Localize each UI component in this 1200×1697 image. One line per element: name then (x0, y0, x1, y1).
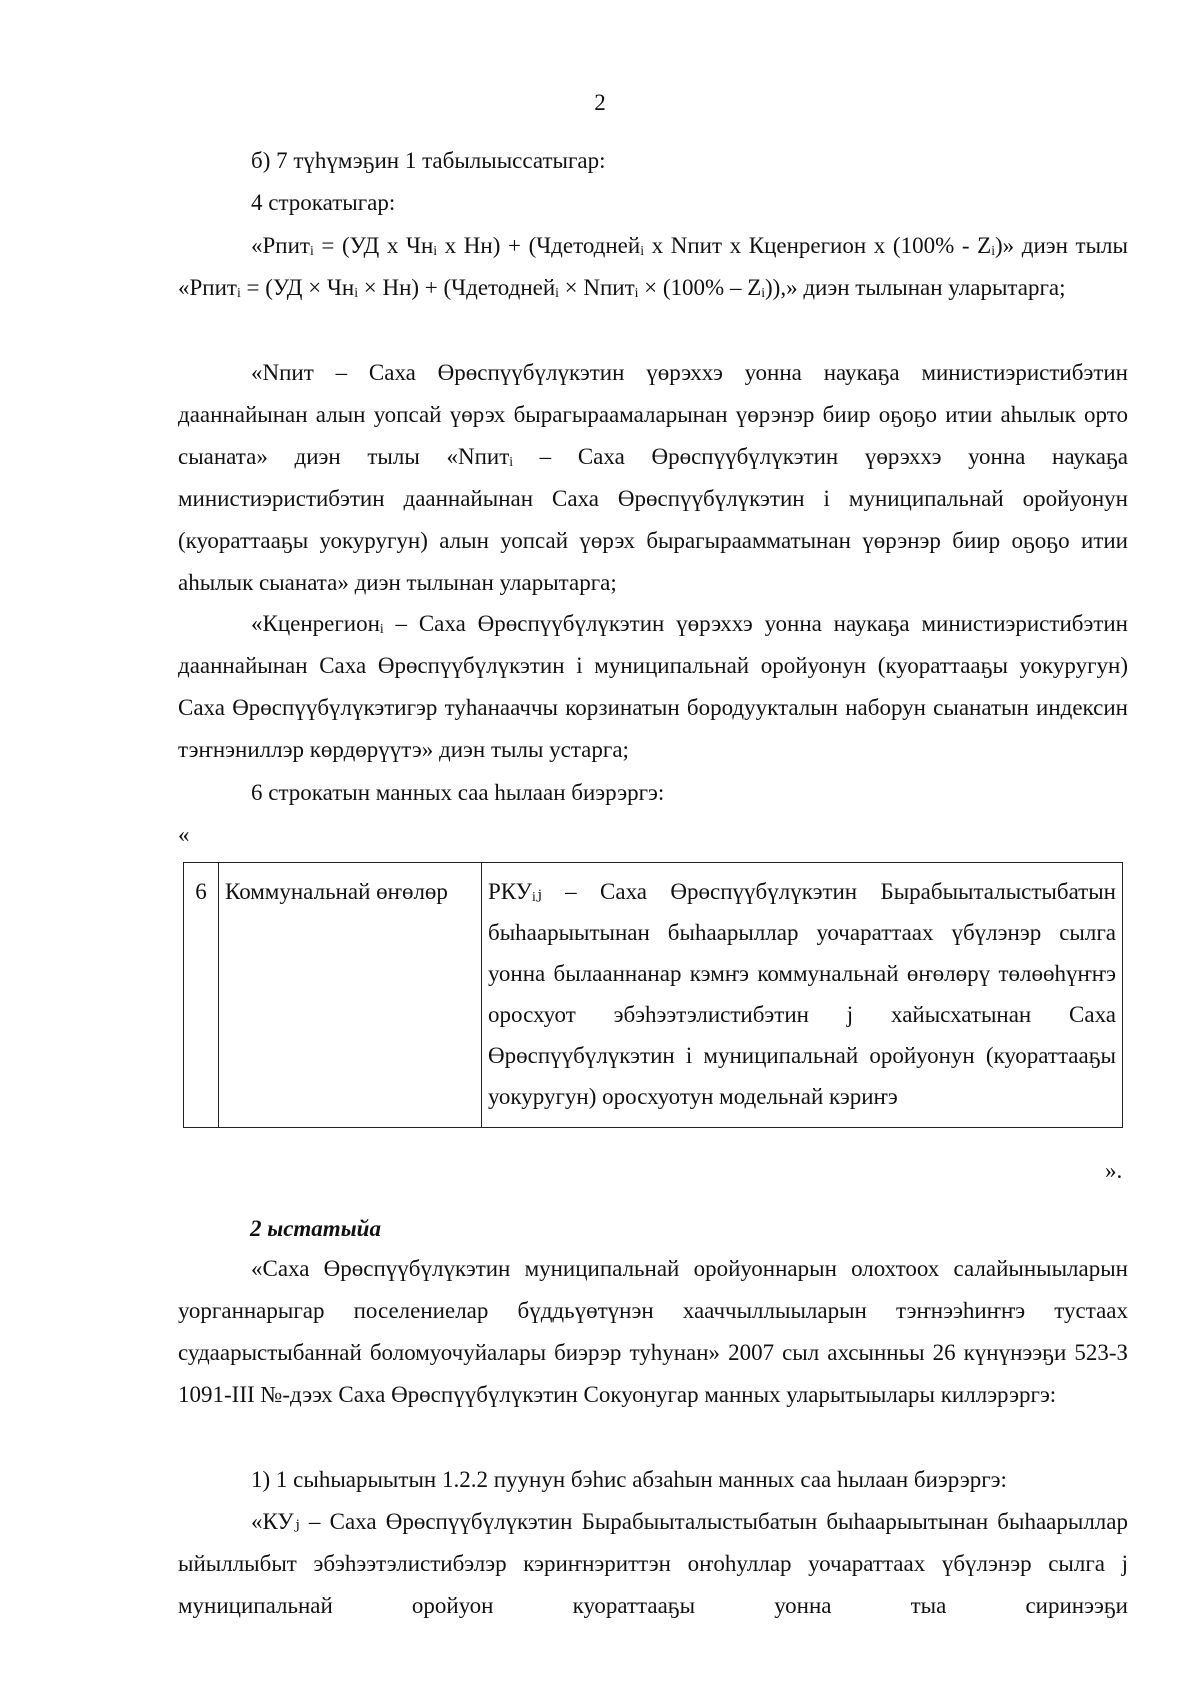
paragraph-formula: «Рпитᵢ = (УД х Чнᵢ х Нн) + (Чдетоднейᵢ х Nпит х Кценрегион х (100% - Zᵢ)» диэн тылы «Рпитᵢ = (УД × Чнᵢ × Нн) + (Чдетоднейᵢ × Nпитᵢ × (100% – Zᵢ)),» диэн тылынан уларытарга; (178, 233, 1128, 300)
quote-open: « (178, 822, 190, 847)
paragraph-npit: «Nпит – Саха Өрөспүүбүлүкэтин үөрэххэ уонна наукаҕа министиэристибэтин дааннайынан алын уопсай үөрэх бырагыраамаларынан үөрэнэр биир оҕоҕо итии аһылык орто сыаната» диэн тылы «Nпитᵢ – Саха Өрөспүүбүлүкэтин үөрэххэ уонна наукаҕа министиэристибэтин дааннайынан Саха Өрөспүүбүлүкэтин i муниципальнай оройуонун (куораттааҕы уокуругун) алын уопсай үөрэх бырагыраамматынан үөрэнэр биир оҕоҕо итии аһылык сыаната» диэн тылынан уларытарга; (178, 360, 1128, 595)
paragraph-item1: 1) 1 сыһыарыытын 1.2.2 пуунун бэһис абзаһын манных саа һылаан биэрэргэ: (251, 1467, 1007, 1492)
paragraph-law: «Саха Өрөспүүбүлүкэтин муниципальнай оройуоннарын олохтоох салайыныыларын уорганнарыгар поселениелар бүддьүөтүнэн хааччыллыыларын тэҥнээһиҥҥэ тустаах судаарыстыбаннай боломуочуйалары биэрэр туһунан» 2007 сыл ахсынньы 26 күнүнээҕи 523-З 1091-III №-дээх Саха Өрөспүүбүлүкэтин Сокуонугар манных уларытыылары киллэрэргэ: (178, 1256, 1128, 1407)
paragraph-ku: «КУⱼ – Саха Өрөспүүбүлүкэтин Бырабыыталыстыбатын быһаарыытынан быһаарыллар ыйыллыбыт эбэһээтэлистибэлэр кэриҥнэриттэн оҥоһуллар уочараттаах үбүлэнэр сылга j муниципальнай оройуон куораттааҕы уонна тыа сиринээҕи (178, 1509, 1128, 1618)
amendment-table (183, 862, 1123, 1128)
paragraph-b: б) 7 түһүмэҕин 1 табылыыссатыгар: (251, 148, 606, 173)
row-name: Коммунальнай өҥөлөр (219, 863, 482, 1128)
page-number: 2 (594, 90, 606, 115)
paragraph-row6: 6 строкатын манных саа һылаан биэрэргэ: (251, 780, 665, 805)
row-number: 6 (184, 863, 219, 1128)
table-row (184, 863, 1123, 1128)
row-description: РКУᵢⱼ – Саха Өрөспүүбүлүкэтин Бырабыыталыстыбатын быһаарыытынан быһаарыллар уочараттаах үбүлэнэр сылга уонна былааннанар кэмҥэ коммунальнай өҥөлөрү төлөөһүҥҥэ оросхуот эбэһээтэлистибэтин j хайысхатынан Саха Өрөспүүбүлүкэтин i муниципальнай оройуонун (куораттааҕы уокуругун) оросхуотун модельнай кэриҥэ (482, 863, 1123, 1128)
quote-close: ». (1105, 1158, 1123, 1183)
paragraph-kcenregion: «Кценрегионᵢ – Саха Өрөспүүбүлүкэтин үөрэххэ уонна наукаҕа министиэристибэтин дааннайынан Саха Өрөспүүбүлүкэтин i муниципальнай оройуонун (куораттааҕы уокуругун) Саха Өрөспүүбүлүкэтигэр туһанааччы корзинатын бородуукталын наборун сыанатын индексин тэҥнэниллэр көрдөрүүтэ» диэн тылы устарга; (178, 611, 1128, 762)
article-heading: 2 ыстатыйа (250, 1216, 381, 1241)
paragraph-row4: 4 строкатыгар: (251, 190, 396, 215)
